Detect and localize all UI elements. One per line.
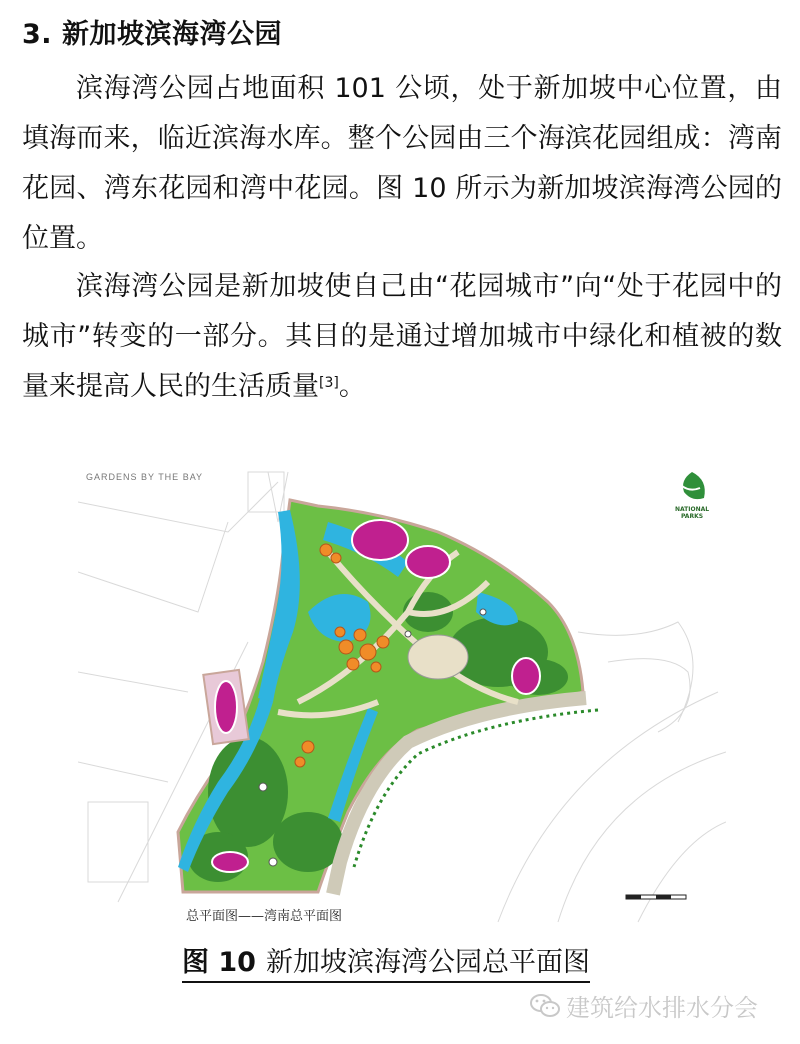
figure-caption [182, 940, 590, 983]
figure-subcaption: 总平面图——湾南总平面图 [186, 909, 343, 924]
citation-ref[interactable]: [3] [319, 375, 339, 391]
section-heading: 3. 新加坡滨海湾公园 [22, 19, 282, 50]
flower-dome [352, 520, 408, 560]
dragonfly-pond [212, 852, 248, 872]
paragraph-purpose-end: 。 [338, 371, 366, 402]
figure-header-label: GARDENS BY THE BAY [86, 472, 204, 482]
paragraph-purpose-text: 滨海湾公园是新加坡使自己由“花园城市”向“处于花园中的城市”转变的一部分。其目的是通过增加城市中绿化和植被的数量来提高人民的生活质量 [22, 271, 782, 402]
cloud-forest-dome [406, 546, 450, 578]
paragraph-purpose [22, 262, 782, 412]
figure-title: 新加坡滨海湾公园总平面图 [265, 947, 590, 978]
figure-number: 图 10 [182, 947, 256, 978]
watermark-text: 建筑给水排水分会 [566, 994, 758, 1022]
site-plan-figure [78, 462, 726, 924]
logo-text: NATIONAL PARKS [674, 506, 710, 520]
wechat-icon [530, 993, 560, 1019]
orchid-pavilion [512, 658, 540, 694]
central-plaza [408, 635, 468, 679]
watermark [530, 988, 758, 1023]
site-plan-map [78, 462, 726, 924]
scale-bar [626, 895, 686, 899]
national-parks-logo [682, 472, 705, 499]
paragraph-intro: 滨海湾公园占地面积 101 公顷，处于新加坡中心位置，由填海而来，临近滨海水库。整个公园由三个海滨花园组成：湾南花园、湾东花园和湾中花园。图 10 所示为新加坡滨海湾公园的位置。 [22, 73, 782, 254]
